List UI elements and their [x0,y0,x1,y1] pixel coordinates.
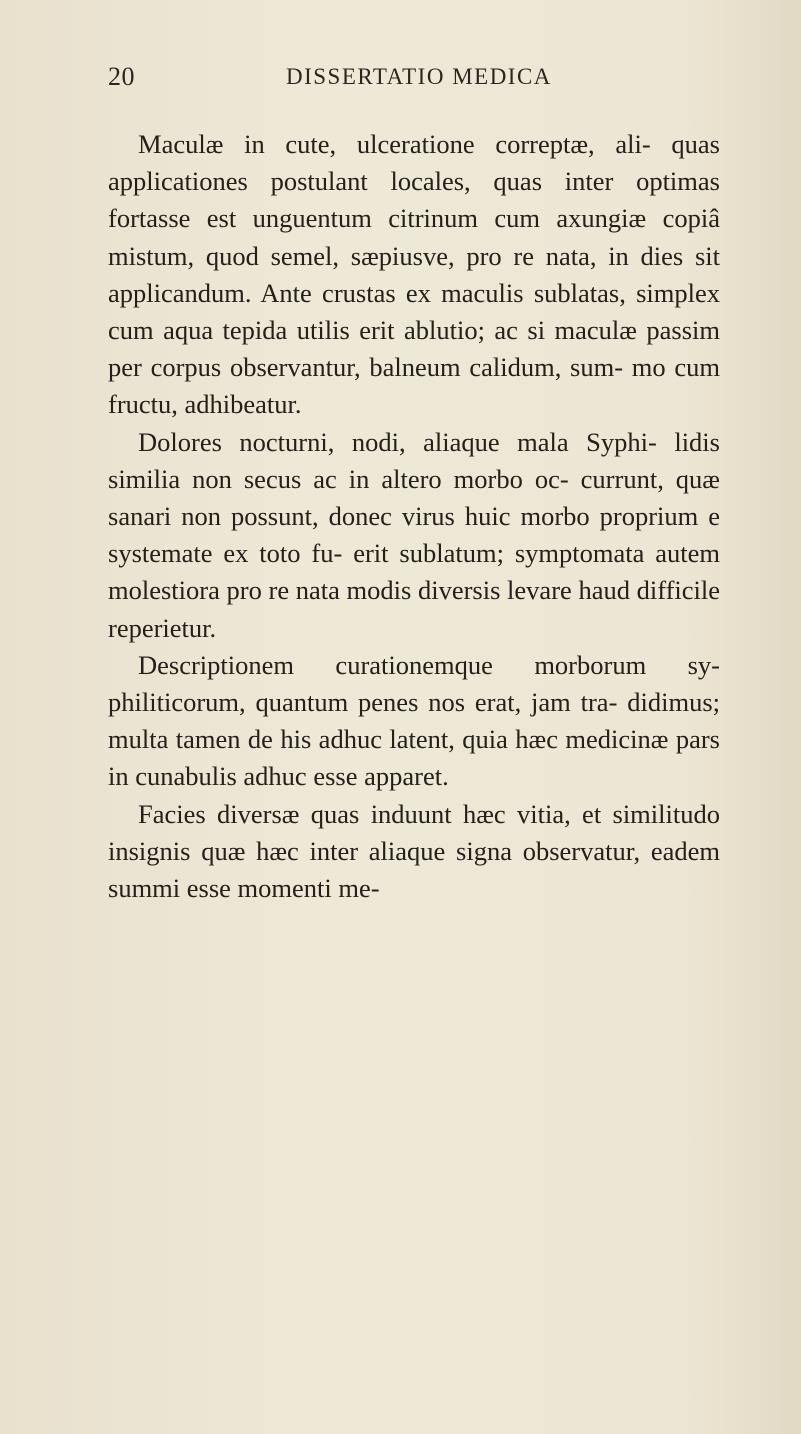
running-title: DISSERTATIO MEDICA [286,64,552,89]
page-number: 20 [108,62,135,91]
paragraph: Descriptionem curationemque morborum sy- philiticorum, quantum penes nos erat, jam tra- didimus; multa tamen de his adhuc latent, quia hæc medicinæ pars in cunabulis adhuc esse apparet. [108,649,720,792]
paragraph: Maculæ in cute, ulceratione correptæ, ali- quas applicationes postulant locales, quas inter optimas fortasse est unguentum citrinum cum axungiæ copiâ mistum, quod semel, sæpiusve, pro re nata, in dies sit applicandum. Ante crustas ex maculis sublatas, simplex cum aqua tepida utilis erit ablutio; ac si maculæ passim per corpus observantur, balneum calidum, sum- mo cum fructu, adhibeatur. [108,129,720,420]
paragraph: Facies diversæ quas induunt hæc vitia, et similitudo insignis quæ hæc inter aliaque signa observatur, eadem summi esse momenti me- [108,798,720,904]
body-text [108,126,720,907]
paragraph: Dolores nocturni, nodi, aliaque mala Syphi- lidis similia non secus ac in altero morbo oc- currunt, quæ sanari non possunt, donec virus huic morbo proprium e systemate ex toto fu- erit sublatum; symptomata autem molestiora pro re nata modis diversis levare haud difficile reperietur. [108,426,720,643]
running-head [108,62,718,102]
